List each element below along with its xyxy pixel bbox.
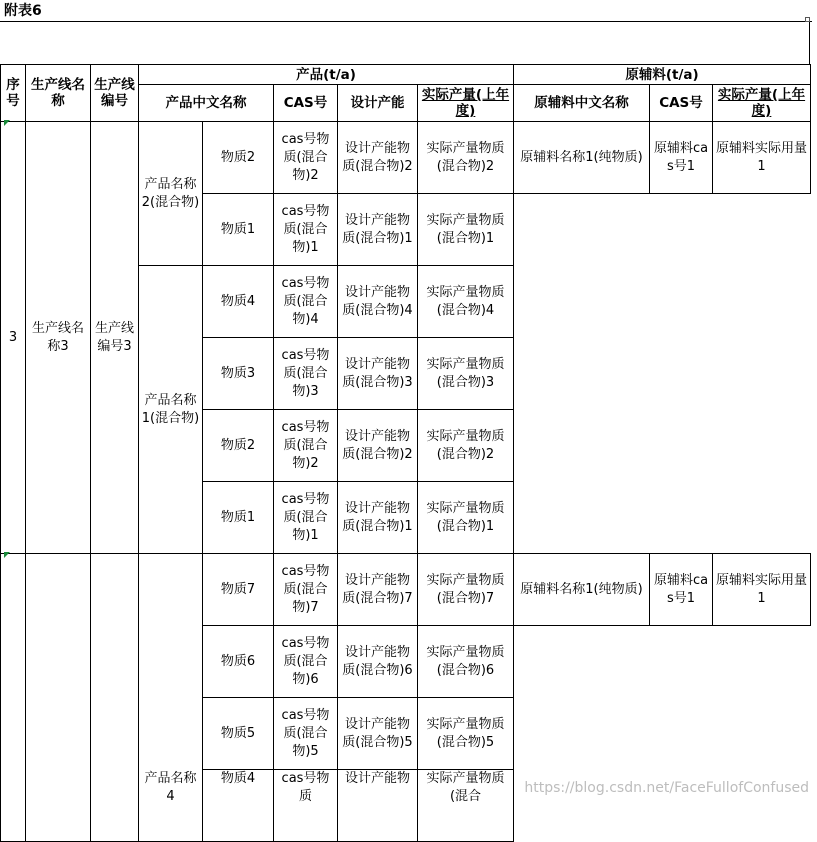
design-cell[interactable]: 设计产能物质(混合物)7 [338, 554, 418, 626]
substance-cell[interactable]: 物质7 [203, 554, 274, 626]
actual-cell[interactable]: 实际产量物质(混合物)4 [418, 266, 514, 338]
design-cell[interactable]: 设计产能物质(混合物)1 [338, 194, 418, 266]
design-cell[interactable]: 设计产能物质(混合物)5 [338, 698, 418, 770]
header-material-usage[interactable]: 实际产量(上年度) [713, 85, 811, 122]
data-table [0, 64, 811, 842]
substance-cell[interactable]: 物质1 [203, 482, 274, 554]
cas-cell[interactable]: cas号物质(混合物)6 [274, 626, 338, 698]
cas-cell[interactable]: cas号物质(混合物)1 [274, 194, 338, 266]
actual-cell[interactable]: 实际产量物质(混合 [418, 770, 514, 842]
line-name-cell[interactable] [26, 554, 91, 842]
material-usage-cell[interactable]: 原辅料实际用量1 [713, 554, 811, 626]
sheet-title: 附表6 [0, 0, 812, 22]
header-cas[interactable]: CAS号 [274, 85, 338, 122]
blank-row [0, 22, 810, 64]
product-name-cell[interactable]: 产品名称2(混合物) [139, 122, 203, 266]
header-product-cn[interactable]: 产品中文名称 [139, 85, 274, 122]
design-cell[interactable]: 设计产能物质(混合物)2 [338, 122, 418, 194]
substance-cell[interactable]: 物质5 [203, 698, 274, 770]
cas-cell[interactable]: cas号物质(混合物)7 [274, 554, 338, 626]
actual-cell[interactable]: 实际产量物质(混合物)1 [418, 482, 514, 554]
actual-cell[interactable]: 实际产量物质(混合物)2 [418, 410, 514, 482]
header-actual-output[interactable]: 实际产量(上年度) [418, 85, 514, 122]
header-product-group[interactable]: 产品(t/a) [139, 65, 514, 85]
cas-cell[interactable]: cas号物质(混合物)1 [274, 482, 338, 554]
empty-material-area[interactable] [514, 194, 811, 554]
empty-material-area[interactable] [514, 626, 811, 842]
design-cell[interactable]: 设计产能物质(混合物)6 [338, 626, 418, 698]
line-name-cell[interactable]: 生产线名称3 [26, 122, 91, 554]
header-material-cn[interactable]: 原辅料中文名称 [514, 85, 650, 122]
actual-cell[interactable]: 实际产量物质(混合物)5 [418, 698, 514, 770]
substance-cell[interactable]: 物质1 [203, 194, 274, 266]
design-cell[interactable]: 设计产能物质(混合物)1 [338, 482, 418, 554]
actual-cell[interactable]: 实际产量物质(混合物)1 [418, 194, 514, 266]
material-name-cell[interactable]: 原辅料名称1(纯物质) [514, 554, 650, 626]
actual-cell[interactable]: 实际产量物质(混合物)2 [418, 122, 514, 194]
header-line-no[interactable]: 生产线编号 [91, 65, 139, 122]
header-line-name[interactable]: 生产线名称 [26, 65, 91, 122]
material-cas-cell[interactable]: 原辅料cas号1 [650, 554, 713, 626]
product-name-cell[interactable]: 产品名称1(混合物) [139, 266, 203, 554]
actual-cell[interactable]: 实际产量物质(混合物)7 [418, 554, 514, 626]
material-name-cell[interactable]: 原辅料名称1(纯物质) [514, 122, 650, 194]
cas-cell[interactable]: cas号物质(混合物)4 [274, 266, 338, 338]
comment-marker-icon [4, 552, 10, 558]
cas-cell[interactable]: cas号物质(混合物)3 [274, 338, 338, 410]
header-material-group[interactable]: 原辅料(t/a) [514, 65, 811, 85]
substance-cell[interactable]: 物质4 [203, 266, 274, 338]
comment-marker-icon [4, 120, 10, 126]
material-cas-cell[interactable]: 原辅料cas号1 [650, 122, 713, 194]
cas-cell[interactable]: cas号物质 [274, 770, 338, 842]
actual-cell[interactable]: 实际产量物质(混合物)3 [418, 338, 514, 410]
substance-cell[interactable]: 物质4 [203, 770, 274, 842]
design-cell[interactable]: 设计产能物质(混合物)2 [338, 410, 418, 482]
seq-cell[interactable]: 3 [1, 122, 26, 554]
substance-cell[interactable]: 物质3 [203, 338, 274, 410]
design-cell[interactable]: 设计产能物质(混合物)4 [338, 266, 418, 338]
material-usage-cell[interactable]: 原辅料实际用量1 [713, 122, 811, 194]
header-seq[interactable]: 序号 [1, 65, 26, 122]
watermark: https://blog.csdn.net/FaceFullofConfused [524, 780, 809, 796]
product-name-cell-blank[interactable] [139, 554, 203, 770]
cas-cell[interactable]: cas号物质(混合物)5 [274, 698, 338, 770]
substance-cell[interactable]: 物质2 [203, 410, 274, 482]
line-no-cell[interactable] [91, 554, 139, 842]
design-cell[interactable]: 设计产能物质(混合物)3 [338, 338, 418, 410]
cas-cell[interactable]: cas号物质(混合物)2 [274, 410, 338, 482]
header-material-cas[interactable]: CAS号 [650, 85, 713, 122]
line-no-cell[interactable]: 生产线编号3 [91, 122, 139, 554]
product-name-cell[interactable]: 产品名称4 [139, 770, 203, 842]
header-design-capacity[interactable]: 设计产能 [338, 85, 418, 122]
seq-cell[interactable] [1, 554, 26, 842]
cas-cell[interactable]: cas号物质(混合物)2 [274, 122, 338, 194]
actual-cell[interactable]: 实际产量物质(混合物)6 [418, 626, 514, 698]
substance-cell[interactable]: 物质2 [203, 122, 274, 194]
design-cell[interactable]: 设计产能物 [338, 770, 418, 842]
substance-cell[interactable]: 物质6 [203, 626, 274, 698]
